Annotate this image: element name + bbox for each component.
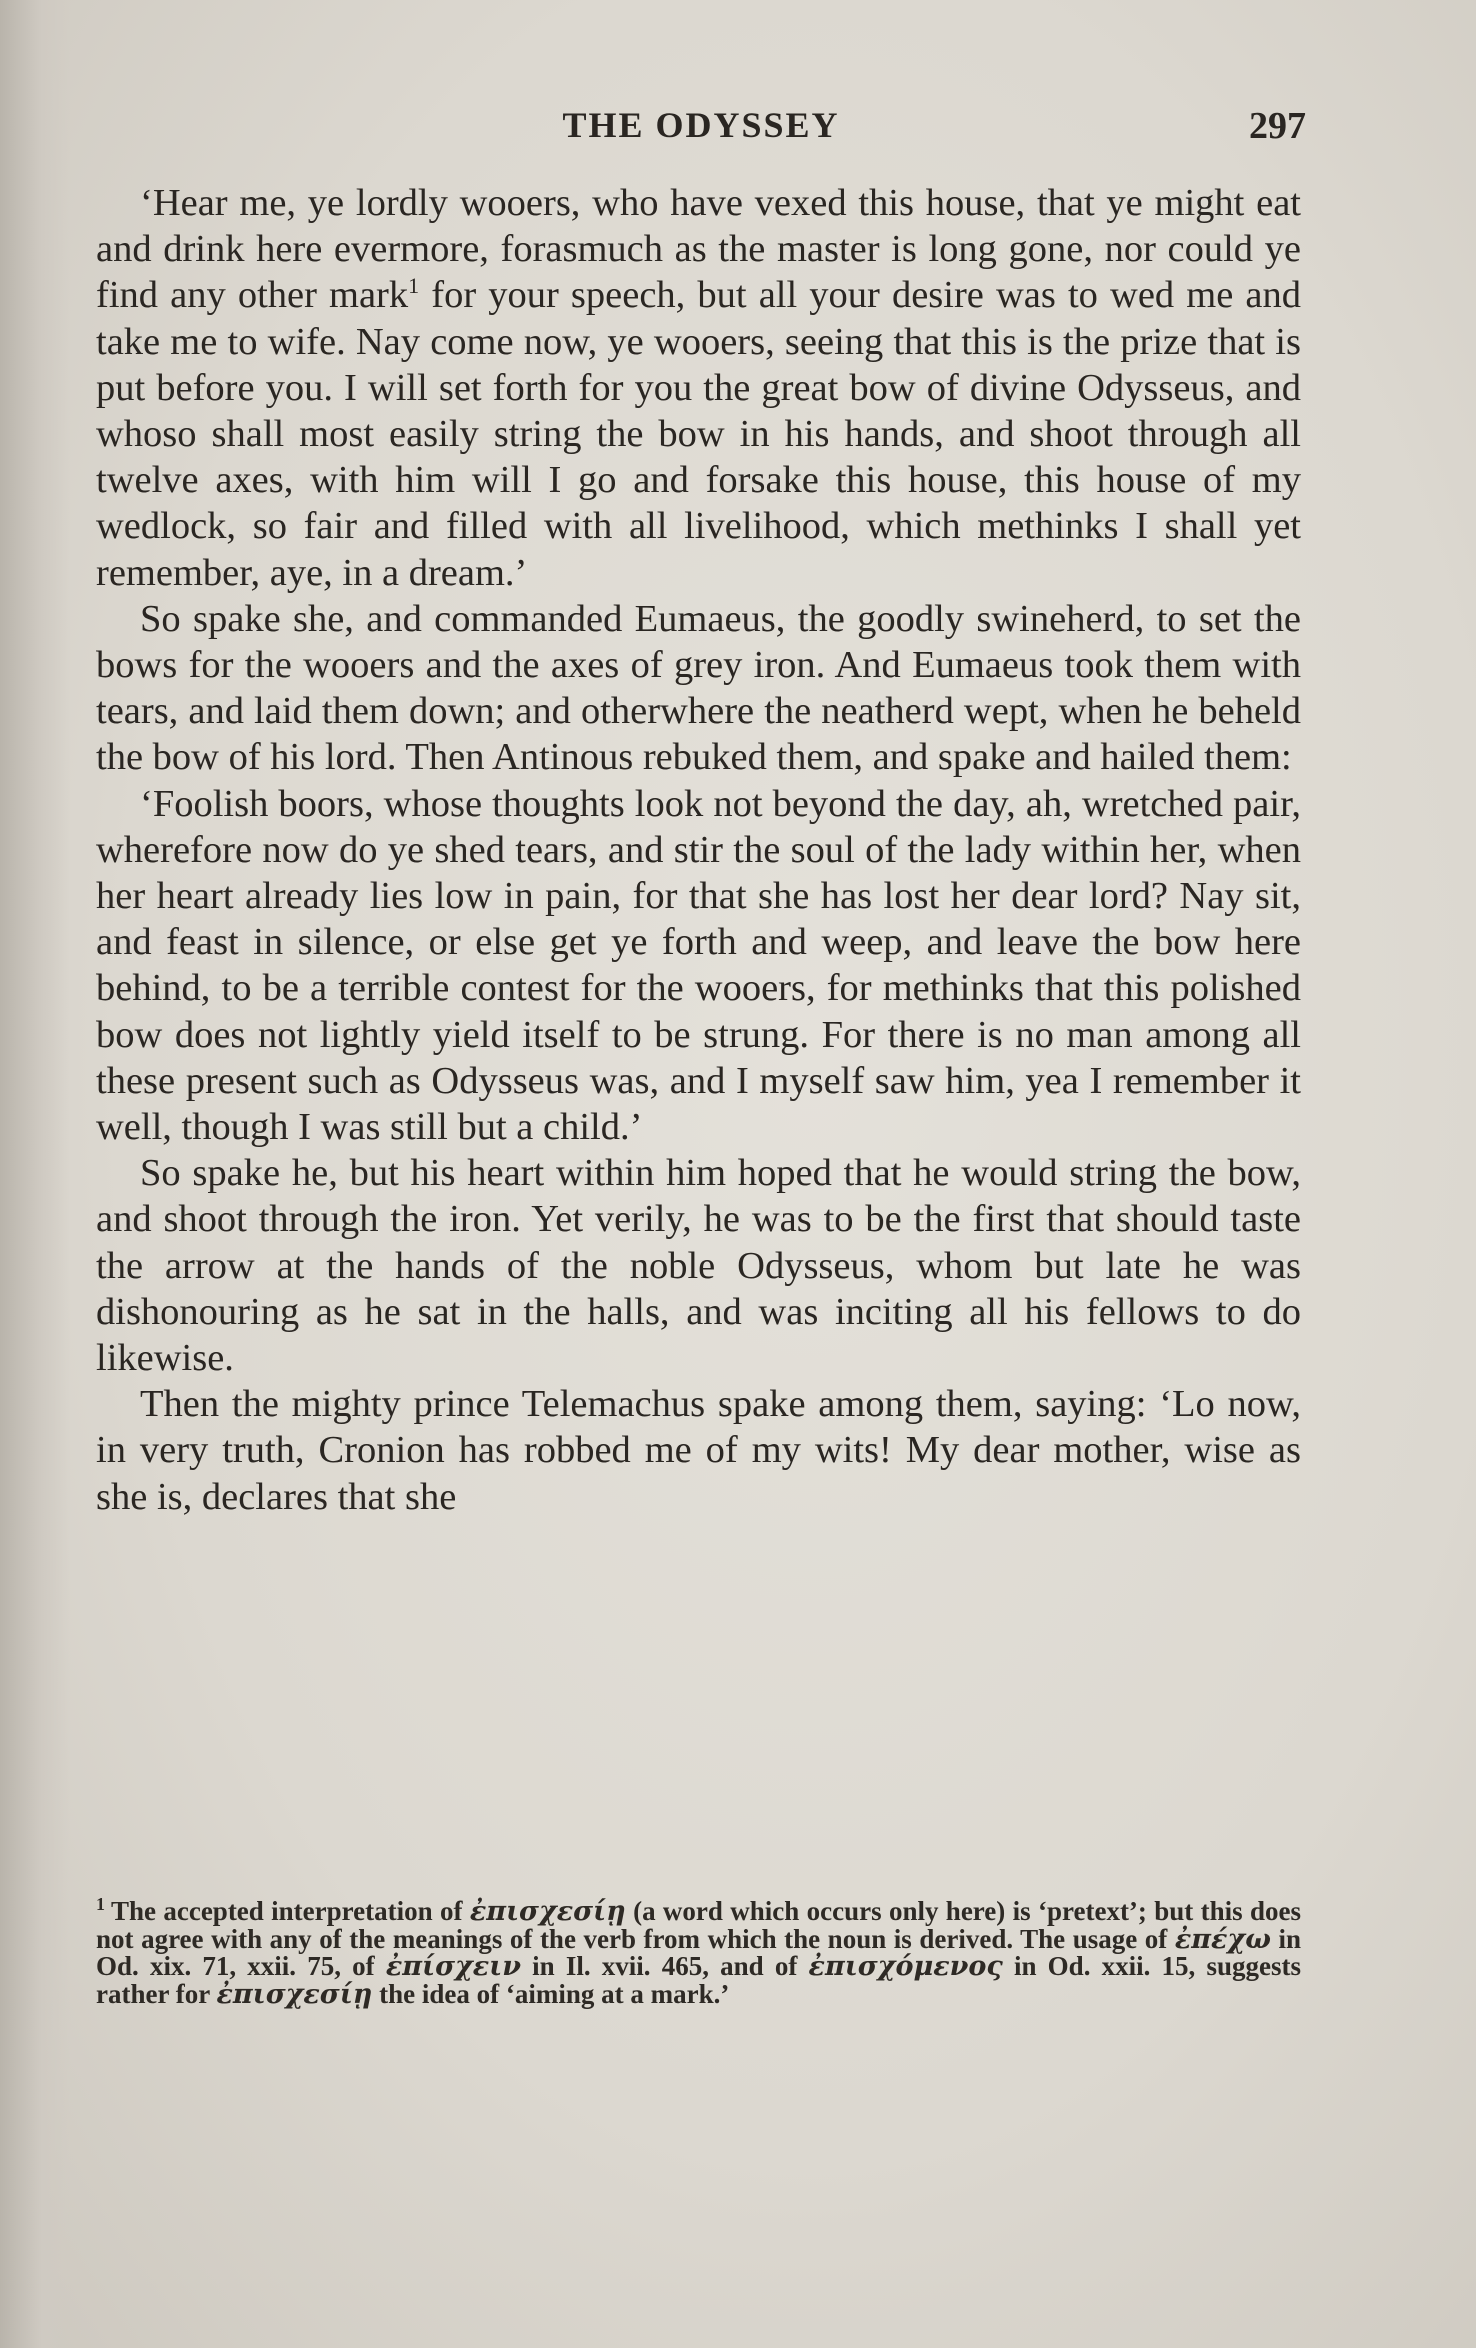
paragraph-1-text-b: for your speech, but all your desire was to wed me and take me to wife. Nay come now, ye wooers, seeing that this is the prize that is put before you. I will set forth for you the great bow of divine Odysseus, and whoso shall most easily string the bow in his hands, and shoot through all twelve axes, with him will I go and forsake this house, this house of my wedlock, so fair and filled with all livelihood, which methinks I shall yet remember, aye, in a dream.’ [96,274,1301,594]
paragraph-1-text-a: ‘Hear me, ye lordly wooers, who have vexed this house, that ye might eat and drink here evermore, forasmuch as the master is long gone, nor could ye find any other mark [96,182,1301,317]
paragraph-3: ‘Foolish boors, whose thoughts look not beyond the day, ah, wretched pair, wherefore now do ye shed tears, and stir the soul of the lady within her, when her heart already lies low in pain, for that she has lost her dear lord? Nay sit, and feast in silence, or else get ye forth and weep, and leave the bow here behind, to be a terrible contest for the wooers, for methinks that this polished bow does not lightly yield itself to be strung. For there is no man among all these present such as Odysseus was, and I myself saw him, yea I remember it well, though I was still but a child.’ [96,782,1301,1149]
body-text [96,180,1301,1520]
footnote-greek-4: ἐπισχόμενος [808,1951,1003,1982]
footnote-text-5: in Od. xxii. 15, suggests rather for [96,1951,1302,2009]
footnote-text-4: in Il. xvii. 465, and of [520,1951,809,1981]
paragraph-2: So spake she, and commanded Eumaeus, the goodly swineherd, to set the bows for the wooers and the axes of grey iron. And Eumaeus took them with tears, and laid them down; and otherwhere the neatherd wept, when he beheld the bow of his lord. Then Antinous rebuked them, and spake and hailed them: [96,597,1301,779]
footnote-greek-2: ἐπέχω [1174,1923,1271,1955]
page-number: 297 [1249,105,1306,147]
footnote-text-6: the idea of ‘aiming at a mark.’ [372,1978,730,2009]
footnote [96,1894,1302,2010]
footnote-reference: 1 [408,273,420,299]
footnote-greek-5: ἐπισχεσίῃ [216,1978,373,2010]
footnote-text-1: The accepted interpretation of [111,1896,470,1926]
running-title: THE ODYSSEY [562,105,840,145]
page-header [96,104,1306,164]
footnote-greek-3: ἐπίσχειν [385,1951,521,1982]
footnote-text-2: (a word which occurs only here) is ‘pretext’; but this does not agree with any of the meanings of the verb from which the noun is derived. The usage of [96,1896,1301,1954]
paragraph-4: So spake he, but his heart within him hoped that he would string the bow, and shoot through the iron. Yet verily, he was to be the first that should taste the arrow at the hands of the noble Odysseus, whom but late he was dishonouring as he sat in the halls, and was inciting all his fellows to do likewise. [96,1152,1301,1380]
footnote-greek-1: ἐπισχεσίῃ [469,1896,626,1927]
paragraph-5: Then the mighty prince Telemachus spake among them, saying: ‘Lo now, in very truth, Cronion has robbed me of my wits! My dear mother, wise as she is, declares that she [96,1383,1301,1518]
paragraph-1 [96,180,1301,596]
footnote-text-3: in Od. xix. 71, xxii. 75, of [96,1923,1301,1981]
footnote-number: 1 [96,1894,105,1914]
page-gutter-shadow [0,0,70,2348]
